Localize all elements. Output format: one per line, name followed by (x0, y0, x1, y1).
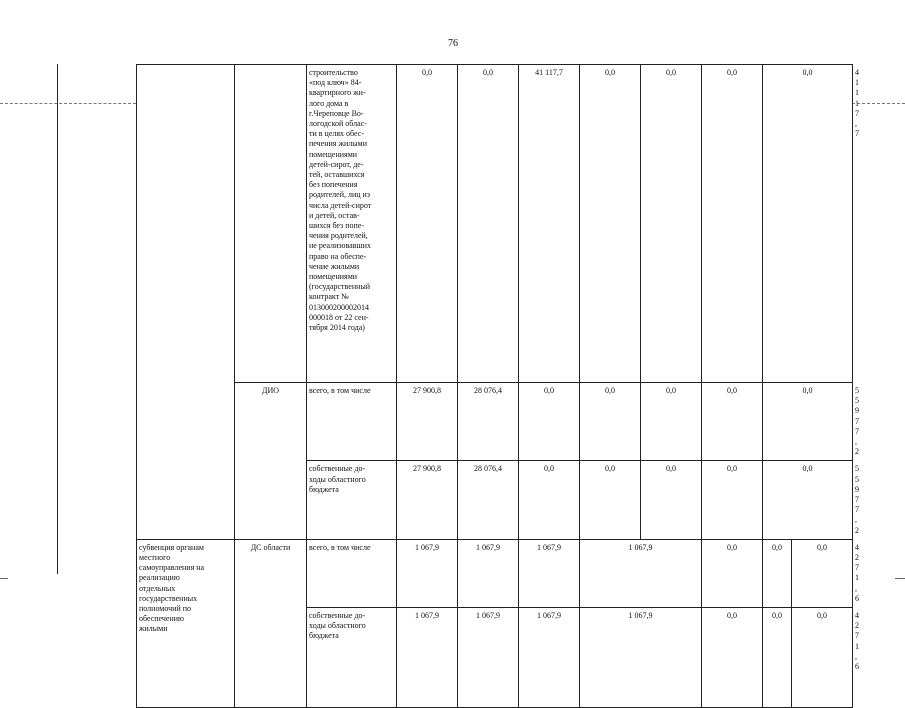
table-row: собственные до- ходы областного бюджета 1 067,9 1 067,9 1 067,9 1 067,9 0,0 0,0 0,0 4 271,6 (137, 608, 853, 708)
source-cell: всего, в том числе (307, 539, 397, 607)
cut-line-left (0, 103, 136, 104)
value-cell: 0,0 (641, 65, 702, 383)
value-cell: 0,0 (702, 539, 763, 607)
value-cell: 0,0 (519, 383, 580, 461)
row-executor-cell (235, 65, 307, 383)
value-cell: 0,0 (792, 539, 853, 607)
value-cell: 1 067,9 (519, 608, 580, 708)
value-cell: 0,0 (641, 461, 702, 539)
executor-cell: ДС области (235, 539, 307, 707)
value-cell: 0,0 (580, 461, 641, 539)
table-row: строительство «под ключ» 84- квартирного жи- лого дома в г.Череповце Во- логодской облас- ти в целях обес- печения жилыми помещениями детей-сирот, де- тей, оставшихся без попечения родителей, лиц из числа детей-сирот и детей, остав- шихся без попе- чения родителей, не реализовавших право на обеспе- чение жилыми помещениями (государственный контракт № 013000200002014 000018 от 22 сен- тября 2014 года) 0,0 0,0 41 117,7 0,0 0,0 0,0 0,0 41 117,7 (137, 65, 853, 383)
table-row: собственные до- ходы областного бюджета 27 900,8 28 076,4 0,0 0,0 0,0 0,0 0,0 55 977,2 (137, 461, 853, 539)
value-cell: 0,0 (702, 65, 763, 383)
value-cell: 1 067,9 (458, 608, 519, 708)
source-cell: собственные до- ходы областного бюджета (307, 461, 397, 539)
value-cell: 0,0 (702, 608, 763, 708)
value-cell: 0,0 (792, 608, 853, 708)
source-cell: всего, в том числе (307, 383, 397, 461)
value-cell: 0,0 (763, 383, 853, 461)
value-cell: 41 117,7 (519, 65, 580, 383)
value-cell: 0,0 (763, 65, 853, 383)
cut-line-right (852, 103, 905, 104)
value-cell: 0,0 (519, 461, 580, 539)
executor-cell: ДИО (235, 383, 307, 540)
value-cell: 27 900,8 (397, 383, 458, 461)
value-cell: 0,0 (580, 383, 641, 461)
value-cell: 1 067,9 (397, 539, 458, 607)
value-cell: 0,0 (458, 65, 519, 383)
value-cell: 1 067,9 (519, 539, 580, 607)
value-cell: 1 067,9 (580, 539, 702, 607)
corner-mark-left (0, 578, 8, 579)
object-description: строительство «под ключ» 84- квартирного жи- лого дома в г.Череповце Во- логодской облас- ти в целях обес- печения жилыми помещениями детей-сирот, де- тей, оставшихся без попечения родителей, лиц из числа детей-сирот и детей, остав- шихся без попе- чения родителей, не реализовавших право на обеспе- чение жилыми помещениями (государственный контракт № 013000200002014 000018 от 22 сен- тября 2014 года) (307, 65, 397, 383)
subvention-name-cell: субвенция органам местного самоуправления на реализацию отдельных государственных полномочий по обеспечению жилыми (137, 539, 235, 707)
value-cell: 1 067,9 (580, 608, 702, 708)
value-cell: 0,0 (580, 65, 641, 383)
margin-line (57, 64, 58, 574)
value-cell: 1 067,9 (397, 608, 458, 708)
value-cell: 0,0 (702, 383, 763, 461)
value-cell: 1 067,9 (458, 539, 519, 607)
value-cell: 28 076,4 (458, 461, 519, 539)
value-cell: 0,0 (641, 383, 702, 461)
value-cell: 0,0 (763, 608, 792, 708)
value-cell: 0,0 (763, 461, 853, 539)
source-cell: собственные до- ходы областного бюджета (307, 608, 397, 708)
table-row: ДИО всего, в том числе 27 900,8 28 076,4 0,0 0,0 0,0 0,0 0,0 55 977,2 (137, 383, 853, 461)
value-cell: 0,0 (763, 539, 792, 607)
value-cell: 0,0 (397, 65, 458, 383)
page-number: 76 (448, 38, 458, 49)
value-cell: 28 076,4 (458, 383, 519, 461)
row-name-cell (137, 65, 235, 540)
value-cell: 0,0 (702, 461, 763, 539)
budget-table (136, 64, 859, 708)
value-cell: 27 900,8 (397, 461, 458, 539)
table-row: субвенция органам местного самоуправления на реализацию отдельных государственных полномочий по обеспечению жилыми ДС области всего, в том числе 1 067,9 1 067,9 1 067,9 1 067,9 0,0 0,0 0,0 4 271,6 (137, 539, 853, 607)
corner-mark-right (895, 578, 905, 579)
